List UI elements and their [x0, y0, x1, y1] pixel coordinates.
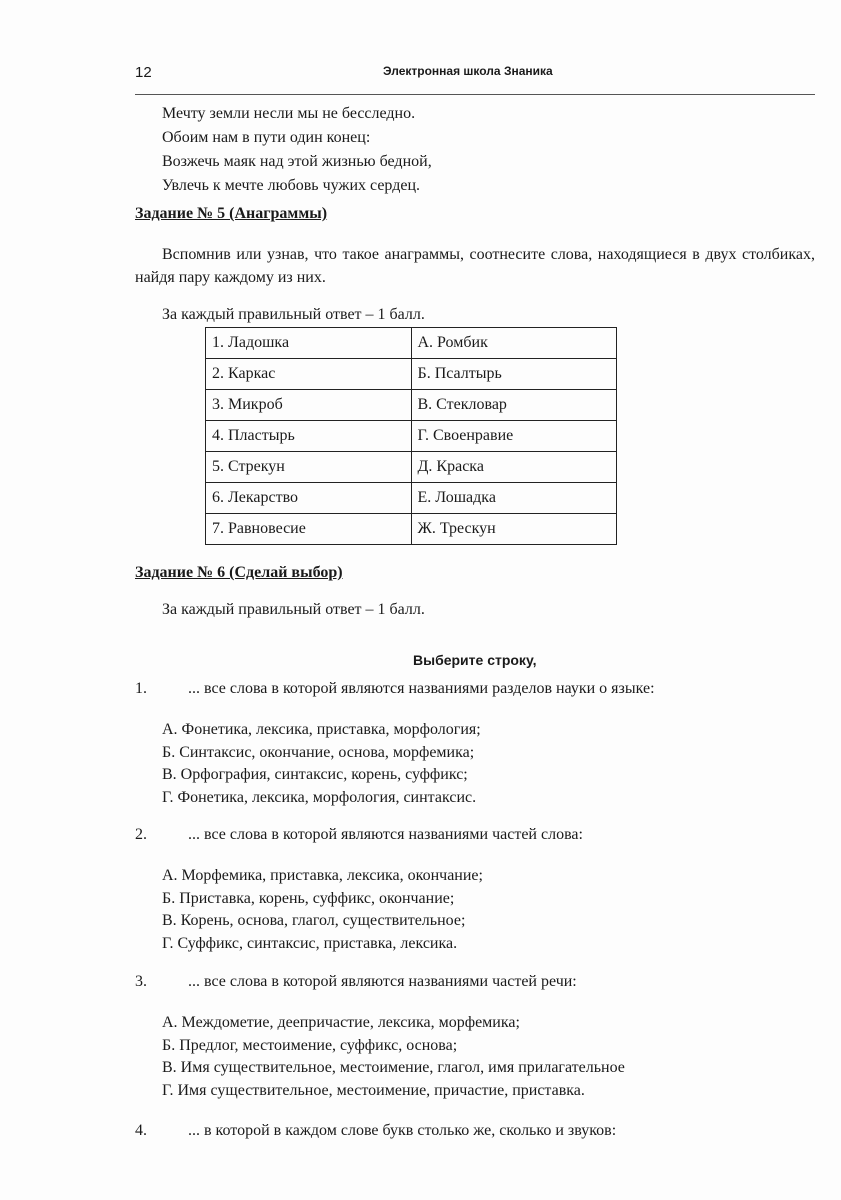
table-row: [206, 390, 617, 421]
option: Б. Синтаксис, окончание, основа, морфемика;: [162, 743, 475, 761]
task6-score: За каждый правильный ответ – 1 балл.: [162, 601, 425, 618]
table-row: [206, 483, 617, 514]
table-row: [206, 328, 617, 359]
poem-line: Увлечь к мечте любовь чужих сердец.: [162, 177, 421, 194]
question-number: 4.: [135, 1122, 147, 1139]
question-options: [162, 1012, 625, 1102]
table-cell-left: 2. Каркас: [206, 359, 412, 390]
option: В. Имя существительное, местоимение, глагол, имя прилагательное: [162, 1059, 625, 1076]
table-cell-left: 1. Ладошка: [206, 328, 412, 359]
question-text: ... все слова в которой являются названиями частей речи:: [188, 973, 577, 990]
anagram-table: [205, 327, 617, 545]
poem-line: Возжечь маяк над этой жизнью бедной,: [162, 153, 432, 170]
question-options: [162, 719, 481, 809]
table-row: [206, 452, 617, 483]
option: В. Корень, основа, глагол, существительное;: [162, 912, 466, 929]
question-number: 1.: [135, 680, 147, 697]
page-header: [135, 62, 815, 95]
option: Г. Имя существительное, местоимение, причастие, приставка.: [162, 1081, 585, 1099]
question-options: [162, 865, 483, 955]
question-text: ... все слова в которой являются названиями частей слова:: [188, 826, 583, 843]
table-cell-left: 5. Стрекун: [206, 452, 412, 483]
poem: [162, 102, 432, 198]
table-row: [206, 421, 617, 452]
table-cell-right: Ж. Трескун: [411, 514, 617, 545]
table-cell-right: Д. Краска: [411, 452, 617, 483]
task5-score: За каждый правильный ответ – 1 балл.: [162, 306, 425, 323]
task5-heading: Задание № 5 (Анаграммы): [135, 205, 328, 222]
question-number: 3.: [135, 973, 147, 990]
poem-line: Обоим нам в пути один конец:: [162, 129, 371, 146]
header-title: Электронная школа Знаника: [383, 64, 553, 78]
table-cell-right: Г. Своенравие: [411, 421, 617, 452]
task6-heading: Задание № 6 (Сделай выбор): [135, 564, 343, 581]
table-row: [206, 514, 617, 545]
table-cell-left: 6. Лекарство: [206, 483, 412, 514]
option: Б. Приставка, корень, суффикс, окончание;: [162, 889, 455, 907]
question-text: ... все слова в которой являются названиями разделов науки о языке:: [188, 680, 655, 697]
table-cell-left: 7. Равновесие: [206, 514, 412, 545]
table-cell-right: В. Стекловар: [411, 390, 617, 421]
option: Б. Предлог, местоимение, суффикс, основа;: [162, 1036, 458, 1054]
question-text: ... в которой в каждом слове букв столько же, сколько и звуков:: [188, 1122, 617, 1139]
option: Г. Фонетика, лексика, морфология, синтаксис.: [162, 788, 477, 806]
option: В. Орфография, синтаксис, корень, суффикс;: [162, 766, 468, 783]
option: А. Морфемика, приставка, лексика, окончание;: [162, 867, 483, 884]
option: Г. Суффикс, синтаксис, приставка, лексика.: [162, 934, 458, 952]
table-row: [206, 359, 617, 390]
table-cell-left: 4. Пластырь: [206, 421, 412, 452]
table-cell-left: 3. Микроб: [206, 390, 412, 421]
table-cell-right: А. Ромбик: [411, 328, 617, 359]
task5-instruction: Вспомнив или узнав, что такое анаграммы, соотнесите слова, находящиеся в двух столбиках, найдя пару каждому из них.: [135, 246, 815, 286]
choose-title: Выберите строку,: [413, 652, 537, 668]
table-cell-right: Б. Псалтырь: [411, 359, 617, 390]
option: А. Фонетика, лексика, приставка, морфология;: [162, 721, 481, 738]
option: А. Междометие, деепричастие, лексика, морфемика;: [162, 1014, 520, 1031]
poem-line: Мечту земли несли мы не бесследно.: [162, 105, 416, 122]
question-number: 2.: [135, 826, 147, 843]
page-number: 12: [135, 64, 152, 81]
table-cell-right: Е. Лошадка: [411, 483, 617, 514]
